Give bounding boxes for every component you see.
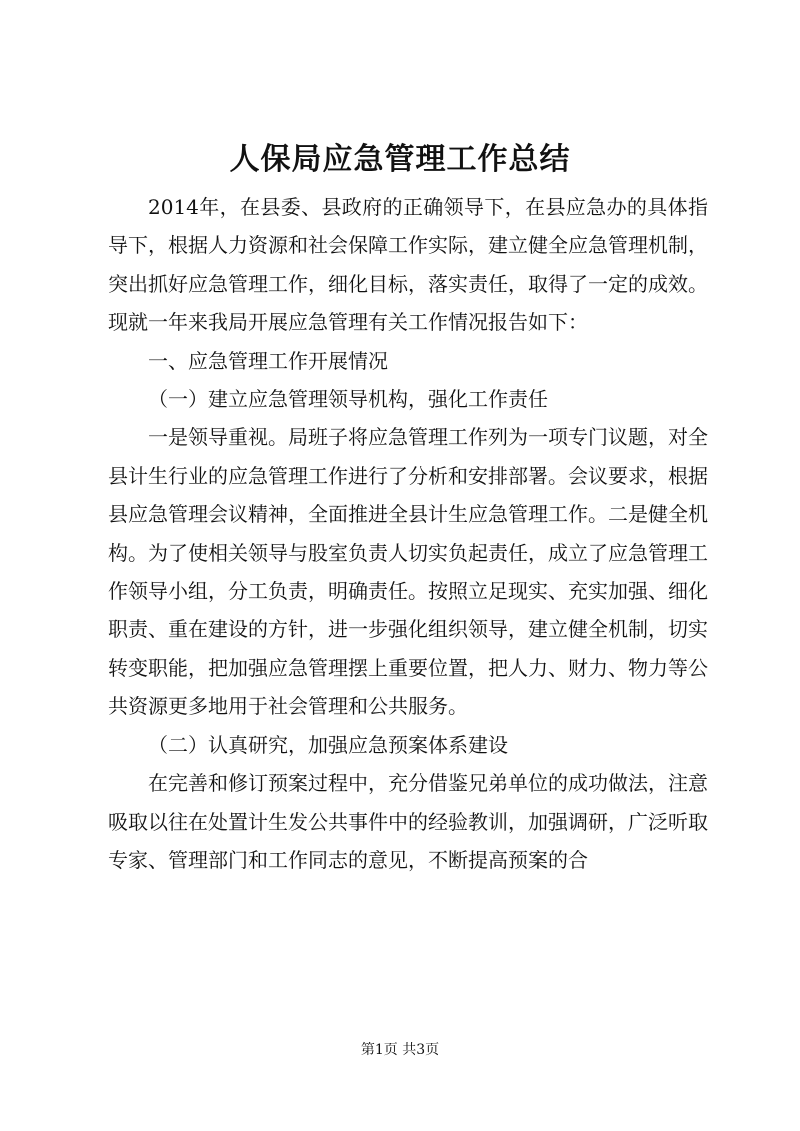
document-body — [108, 188, 708, 879]
intro-paragraph: 2014年，在县委、县政府的正确领导下，在县应急办的具体指导下，根据人力资源和社会保障工作实际，建立健全应急管理机制，突出抓好应急管理工作，细化目标，落实责任，取得了一定的成效。现就一年来我局开展应急管理有关工作情况报告如下： — [108, 195, 708, 335]
section-heading-1: 一、应急管理工作开展情况 — [148, 348, 388, 373]
subsection-heading-1: （一）建立应急管理领导机构，强化工作责任 — [148, 387, 548, 412]
document-title: 人保局应急管理工作总结 — [229, 142, 571, 177]
page-number-footer: 第1页 共3页 — [360, 1042, 440, 1058]
subsection-heading-2: （二）认真研究，加强应急预案体系建设 — [148, 732, 508, 757]
body-paragraph-2: 在完善和修订预案过程中，充分借鉴兄弟单位的成功做法，注意吸取以往在处置计生发公共事件中的经验教训，加强调研，广泛听取专家、管理部门和工作同志的意见，不断提高预案的合 — [108, 771, 708, 872]
body-paragraph-1: 一是领导重视。局班子将应急管理工作列为一项专门议题，对全县计生行业的应急管理工作进行了分析和安排部署。会议要求，根据县应急管理会议精神，全面推进全县计生应急管理工作。二是健全机构。为了使相关领导与股室负责人切实负起责任，成立了应急管理工作领导小组，分工负责，明确责任。按照立足现实、充实加强、细化职责、重在建设的方针，进一步强化组织领导，建立健全机制，切实转变职能，把加强应急管理摆上重要位置，把人力、财力、物力等公共资源更多地用于社会管理和公共服务。 — [108, 425, 708, 719]
